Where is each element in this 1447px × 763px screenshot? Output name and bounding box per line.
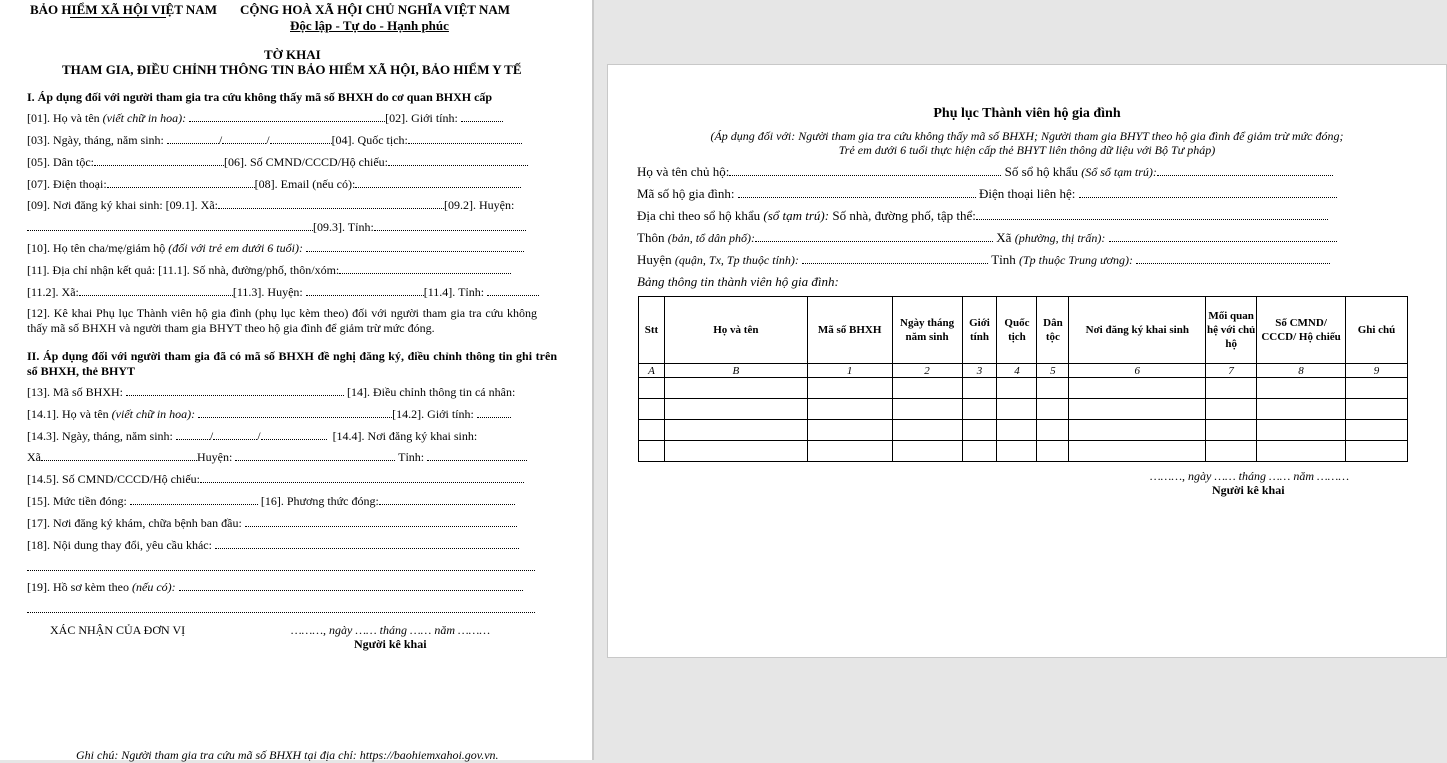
household-head-row — [637, 164, 1333, 180]
field-114-label: [11.4]. Tỉnh: — [423, 285, 485, 299]
field-141-input[interactable] — [198, 408, 392, 418]
appendix-signer: Người kê khai — [1212, 483, 1285, 497]
field-18-row — [27, 538, 519, 553]
contact-phone-input[interactable] — [1079, 188, 1337, 198]
province-input[interactable] — [1136, 254, 1330, 264]
field-143-month[interactable] — [213, 430, 257, 440]
field-05-row — [27, 155, 528, 170]
page-divider — [592, 0, 594, 760]
household-book-label: Số sổ hộ khẩu — [1004, 164, 1078, 179]
field-19-hint: (nếu có): — [132, 580, 176, 594]
field-15-row — [27, 494, 515, 509]
address-label: Địa chỉ theo sổ hộ khẩu — [637, 208, 761, 223]
col-stt: Stt — [639, 297, 665, 364]
village-label: Thôn — [637, 230, 665, 245]
field-19-label: [19]. Hồ sơ kèm theo — [27, 580, 129, 594]
field-01-input[interactable] — [189, 112, 385, 122]
field-19-input[interactable] — [179, 581, 523, 591]
district-label: Huyện — [637, 252, 672, 267]
table-caption: Bảng thông tin thành viên hộ gia đình: — [637, 274, 839, 289]
col-name: Họ và tên — [664, 297, 807, 364]
sign-date: ………, ngày …… tháng …… năm ……… — [291, 623, 491, 637]
field-093-row — [27, 220, 526, 235]
field-144-tinh-input[interactable] — [427, 451, 527, 461]
province-hint: (Tp thuộc Trung ương): — [1019, 253, 1133, 267]
field-113-label: [11.3]. Huyện: — [232, 285, 303, 299]
field-145-label: [14.5]. Số CMND/CCCD/Hộ chiếu: — [27, 472, 201, 486]
unit-confirmation: XÁC NHẬN CỦA ĐƠN VỊ — [50, 623, 186, 637]
household-code-input[interactable] — [738, 188, 976, 198]
field-19-extra-input[interactable] — [27, 603, 535, 613]
index-cell: 3 — [962, 364, 997, 378]
field-09-label: [09]. Nơi đăng ký khai sinh: [09.1]. Xã: — [27, 198, 218, 212]
agency-underline — [70, 17, 166, 18]
field-14-label: [14]. Điều chỉnh thông tin cá nhân: — [347, 385, 516, 399]
index-cell: 2 — [892, 364, 962, 378]
field-092-label: [09.2]. Huyện: — [443, 198, 515, 212]
field-11-label: [11]. Địa chỉ nhận kết quả: [11.1]. Số nhà, đường/phố, thôn/xóm: — [27, 263, 340, 277]
field-16-label: [16]. Phương thức đóng: — [260, 494, 379, 508]
col-relation: Mối quan hệ với chủ hộ — [1206, 297, 1257, 364]
field-18-extra-row — [27, 560, 535, 575]
field-16-input[interactable] — [379, 495, 515, 505]
field-18-label: [18]. Nội dung thay đổi, yêu cầu khác: — [27, 538, 212, 552]
field-144-huyen-input[interactable] — [235, 451, 395, 461]
table-row[interactable] — [639, 441, 1408, 462]
field-08-input[interactable] — [355, 178, 521, 188]
field-143-label: [14.3]. Ngày, tháng, năm sinh: — [27, 429, 173, 443]
field-11-row — [27, 263, 511, 278]
field-02-label: [02]. Giới tính: — [385, 111, 458, 125]
field-143-year[interactable] — [261, 430, 327, 440]
index-cell: A — [639, 364, 665, 378]
footer-note: Ghi chú: Người tham gia tra cứu mã số BHXH tại địa chỉ: https://baohiemxahoi.gov.vn. — [76, 748, 499, 762]
field-10-label: [10]. Họ tên cha/mẹ/giám hộ — [27, 241, 166, 255]
field-01-hint: (viết chữ in hoa): — [102, 111, 187, 125]
field-142-input[interactable] — [477, 408, 511, 418]
address-hint: (sổ tạm trú): — [763, 208, 830, 223]
field-093-input[interactable] — [374, 221, 526, 231]
street-input[interactable] — [976, 210, 1328, 220]
household-members-table — [638, 296, 1408, 462]
field-113-input[interactable] — [306, 286, 424, 296]
commune-hint: (phường, thị trấn): — [1014, 231, 1106, 245]
section-1-heading: I. Áp dụng đối với người tham gia tra cứu không thấy mã số BHXH do cơ quan BHXH cấp — [27, 90, 493, 104]
table-row[interactable] — [639, 399, 1408, 420]
commune-input[interactable] — [1109, 232, 1337, 242]
index-cell: 9 — [1346, 364, 1408, 378]
form-page-left — [0, 0, 592, 760]
appendix-title: Phụ lục Thành viên hộ gia đình — [933, 106, 1121, 121]
field-112-input[interactable] — [79, 286, 233, 296]
contact-phone-label: Điện thoại liên hệ: — [979, 186, 1076, 201]
field-141-hint: (viết chữ in hoa): — [111, 407, 196, 421]
appendix-note-2: Trẻ em dưới 6 tuổi thực hiện cấp thẻ BHYT liên thông dữ liệu với Bộ Tư pháp) — [838, 143, 1216, 157]
col-ethnicity: Dân tộc — [1037, 297, 1069, 364]
field-13-row — [27, 385, 515, 400]
index-cell: 5 — [1037, 364, 1069, 378]
field-08-label: [08]. Email (nếu có): — [254, 177, 356, 191]
household-book-input[interactable] — [1157, 166, 1333, 176]
field-144-row — [27, 450, 527, 465]
field-19-extra-row — [27, 602, 535, 617]
field-10-row — [27, 241, 524, 256]
commune-label: Xã — [996, 230, 1012, 245]
col-dob: Ngày tháng năm sinh — [892, 297, 962, 364]
index-cell: 7 — [1206, 364, 1257, 378]
field-17-label: [17]. Nơi đăng ký khám, chữa bệnh ban đầu: — [27, 516, 242, 530]
village-hint: (bản, tổ dân phố): — [667, 231, 756, 245]
field-18-input[interactable] — [215, 539, 519, 549]
province-label: Tỉnh — [991, 252, 1016, 267]
section-2-heading: II. Áp dụng đối với người tham gia đã có mã số BHXH đề nghị đăng ký, điều chỉnh thông tin ghi trên sổ BHXH, thẻ BHYT — [27, 349, 557, 378]
household-head-input[interactable] — [729, 166, 1001, 176]
agency-name: BẢO HIỂM XÃ HỘI VIỆT NAM — [30, 2, 217, 17]
index-cell: 4 — [997, 364, 1037, 378]
field-143-row: [14.3]. Ngày, tháng, năm sinh: / / [14.4]. Nơi đăng ký khai sinh: — [27, 429, 478, 443]
field-04-label: [04]. Quốc tịch: — [331, 133, 408, 147]
field-03-year[interactable] — [270, 134, 332, 144]
field-13-input[interactable] — [126, 386, 344, 396]
field-092-input[interactable] — [27, 221, 313, 231]
field-142-label: [14.2]. Giới tính: — [392, 407, 474, 421]
field-141-label: [14.1]. Họ và tên — [27, 407, 109, 421]
form-title: TỜ KHAI — [264, 47, 321, 62]
household-address-row — [637, 208, 1328, 224]
field-111-input[interactable] — [339, 264, 511, 274]
field-07-row — [27, 177, 521, 192]
field-18-extra-input[interactable] — [27, 561, 535, 571]
field-114-input[interactable] — [487, 286, 539, 296]
field-03-month[interactable] — [222, 134, 266, 144]
field-05-input[interactable] — [94, 156, 224, 166]
index-cell: B — [664, 364, 807, 378]
field-03-day[interactable] — [167, 134, 219, 144]
street-label: Số nhà, đường phố, tập thể: — [832, 208, 976, 223]
motto: Độc lập - Tự do - Hạnh phúc — [290, 18, 449, 33]
field-093-label: [09.3]. Tỉnh: — [313, 220, 374, 234]
col-id: Số CMND/ CCCD/ Hộ chiếu — [1257, 297, 1346, 364]
field-10-hint: (đối với trẻ em dưới 6 tuổi): — [168, 241, 303, 255]
appendix-page — [607, 64, 1447, 658]
field-01-label: [01]. Họ và tên — [27, 111, 100, 125]
field-03-row: [03]. Ngày, tháng, năm sinh: / / [04]. Quốc tịch: — [27, 133, 522, 148]
field-144-label: [14.4]. Nơi đăng ký khai sinh: — [332, 429, 478, 443]
table-header-row — [639, 297, 1408, 364]
table-row[interactable] — [639, 420, 1408, 441]
district-input[interactable] — [802, 254, 988, 264]
field-145-row — [27, 472, 524, 487]
village-row — [637, 230, 1337, 246]
index-cell: 6 — [1069, 364, 1206, 378]
table-index-row — [639, 364, 1408, 378]
index-cell: 8 — [1257, 364, 1346, 378]
district-hint: (quận, Tx, Tp thuộc tỉnh): — [674, 253, 799, 267]
field-15-input[interactable] — [130, 495, 258, 505]
table-row[interactable] — [639, 378, 1408, 399]
field-141-row — [27, 407, 511, 422]
field-06-label: [06]. Số CMND/CCCD/Hộ chiếu: — [223, 155, 388, 169]
household-code-row — [637, 186, 1337, 202]
xa-label: Xã — [27, 450, 41, 464]
district-row — [637, 252, 1330, 268]
household-head-label: Họ và tên chủ hộ: — [637, 164, 730, 179]
household-book-hint: (Sổ sổ tạm trú): — [1081, 165, 1157, 179]
field-091-input[interactable] — [218, 199, 444, 209]
republic-name: CỘNG HOÀ XÃ HỘI CHỦ NGHĨA VIỆT NAM — [240, 2, 511, 17]
field-19-row — [27, 580, 523, 595]
field-112-row — [27, 285, 539, 300]
signer-label: Người kê khai — [354, 637, 427, 651]
village-input[interactable] — [755, 232, 993, 242]
tinh-label: Tỉnh: — [398, 450, 425, 464]
index-cell: 1 — [807, 364, 892, 378]
field-17-input[interactable] — [245, 517, 517, 527]
appendix-sign-date: ………, ngày …… tháng …… năm ……… — [1150, 469, 1350, 483]
field-13-label: [13]. Mã số BHXH: — [27, 385, 123, 399]
form-subtitle: THAM GIA, ĐIỀU CHỈNH THÔNG TIN BẢO HIỂM XÃ HỘI, BẢO HIỂM Y TẾ — [62, 62, 522, 77]
field-10-input[interactable] — [306, 242, 524, 252]
field-12-text: [12]. Kê khai Phụ lục Thành viên hộ gia đình (phụ lục kèm theo) đối với người tham gia tra cứu không thấy mã số BHXH và người tham gia BHYT theo hộ gia đình để giảm trừ mức đóng. — [27, 306, 537, 335]
col-note: Ghi chú — [1346, 297, 1408, 364]
field-145-input[interactable] — [200, 473, 524, 483]
col-birthplace: Nơi đăng ký khai sinh — [1069, 297, 1206, 364]
field-03-label: [03]. Ngày, tháng, năm sinh: — [27, 133, 164, 147]
field-01-row — [27, 111, 537, 126]
field-143-day[interactable] — [176, 430, 210, 440]
appendix-note-1: (Áp dụng đối với: Người tham gia tra cứu không thấy mã số BHXH; Người tham gia BHYT theo hộ gia đình để giảm trừ mức đóng; — [710, 129, 1344, 143]
field-06-input[interactable] — [388, 156, 528, 166]
field-144-xa-input[interactable] — [41, 451, 197, 461]
field-09-row — [27, 198, 514, 213]
col-nationality: Quốc tịch — [997, 297, 1037, 364]
field-17-row — [27, 516, 517, 531]
field-112-label: [11.2]. Xã: — [27, 285, 79, 299]
field-02-input[interactable] — [461, 112, 503, 122]
col-bhxh: Mã số BHXH — [807, 297, 892, 364]
field-15-label: [15]. Mức tiền đóng: — [27, 494, 127, 508]
huyen-label: Huyện: — [197, 450, 233, 464]
household-code-label: Mã số hộ gia đình: — [637, 186, 735, 201]
col-gender: Giới tính — [962, 297, 997, 364]
field-04-input[interactable] — [408, 134, 522, 144]
field-07-label: [07]. Điện thoại: — [27, 177, 107, 191]
field-07-input[interactable] — [107, 178, 255, 188]
field-05-label: [05]. Dân tộc: — [27, 155, 94, 169]
